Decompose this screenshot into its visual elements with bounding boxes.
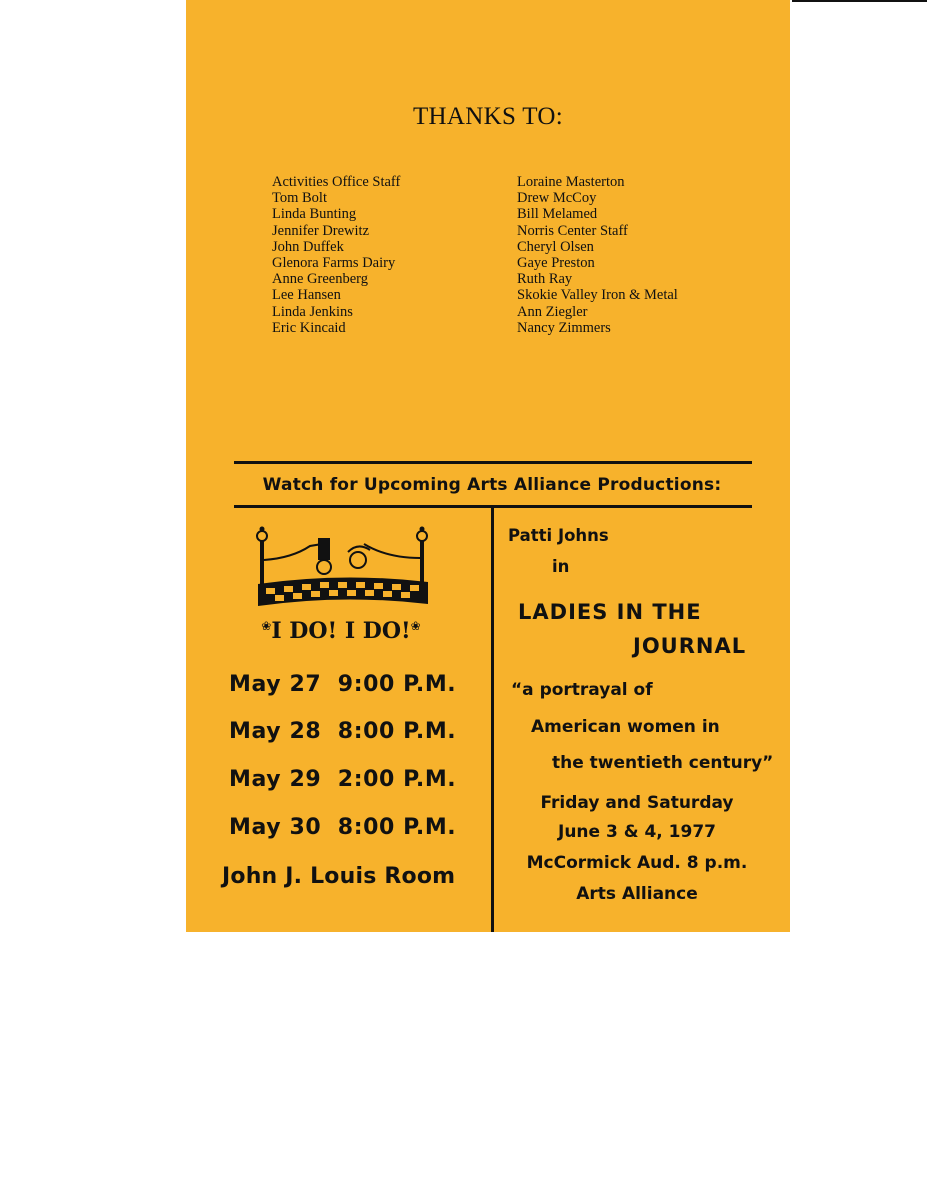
dates-line: Friday and Saturday: [540, 793, 734, 813]
thanks-name: Jennifer Drewitz: [272, 222, 370, 239]
show-title-line2: JOURNAL: [633, 634, 747, 658]
scan-edge-line: [792, 0, 927, 2]
in-word: in: [552, 557, 570, 576]
performance-line: May 28 8:00 P.M.: [229, 719, 457, 744]
thanks-name: John Duffek: [272, 238, 344, 255]
i-do-title: [246, 618, 436, 644]
thanks-name: Bill Melamed: [517, 206, 598, 223]
thanks-name: Anne Greenberg: [272, 271, 368, 288]
i-do-title-text: I DO! I DO!: [271, 618, 411, 644]
thanks-name: Linda Jenkins: [272, 303, 353, 320]
bed-illustration: [252, 524, 434, 612]
thanks-names-right: [517, 174, 678, 336]
banner-top-rule: [234, 461, 752, 464]
venue-line: John J. Louis Room: [222, 864, 456, 889]
thanks-name: Gaye Preston: [517, 255, 595, 272]
thanks-names-left: [272, 174, 400, 336]
performance-line: May 29 2:00 P.M.: [229, 767, 457, 792]
thanks-name: Loraine Masterton: [517, 174, 625, 190]
location-line: McCormick Aud. 8 p.m.: [526, 853, 748, 873]
dates: June 3 & 4, 1977: [558, 822, 716, 842]
thanks-name: Activities Office Staff: [272, 174, 401, 190]
thanks-name: Nancy Zimmers: [517, 319, 611, 336]
tagline-line: the twentieth century”: [552, 753, 774, 773]
thanks-name: Tom Bolt: [272, 190, 327, 207]
thanks-name: Cheryl Olsen: [517, 238, 594, 255]
thanks-name: Skokie Valley Iron & Metal: [517, 287, 678, 304]
ornament-icon: ❀: [261, 619, 272, 633]
thanks-name: Glenora Farms Dairy: [272, 255, 396, 272]
thanks-name: Eric Kincaid: [272, 319, 346, 336]
thanks-name: Lee Hansen: [272, 287, 341, 304]
performance-line: May 30 8:00 P.M.: [229, 815, 457, 840]
performance-line: May 27 9:00 P.M.: [229, 672, 457, 697]
thanks-name: Norris Center Staff: [517, 222, 628, 239]
program-sheet: [186, 0, 790, 932]
thanks-name: Drew McCoy: [517, 190, 597, 207]
upcoming-banner: Watch for Upcoming Arts Alliance Productions:: [262, 475, 722, 495]
thanks-heading: THANKS TO:: [412, 103, 563, 130]
presenter-line: Arts Alliance: [576, 884, 698, 904]
thanks-name: Ann Ziegler: [517, 303, 588, 320]
tagline-line: American women in: [531, 717, 720, 737]
ornament-icon: ❀: [410, 619, 421, 633]
thanks-name: Linda Bunting: [272, 206, 357, 223]
show-title-line1: LADIES IN THE: [518, 600, 702, 624]
thanks-name: Ruth Ray: [517, 271, 573, 288]
tagline-line: “a portrayal of: [511, 680, 653, 700]
performer-name: Patti Johns: [508, 526, 609, 545]
